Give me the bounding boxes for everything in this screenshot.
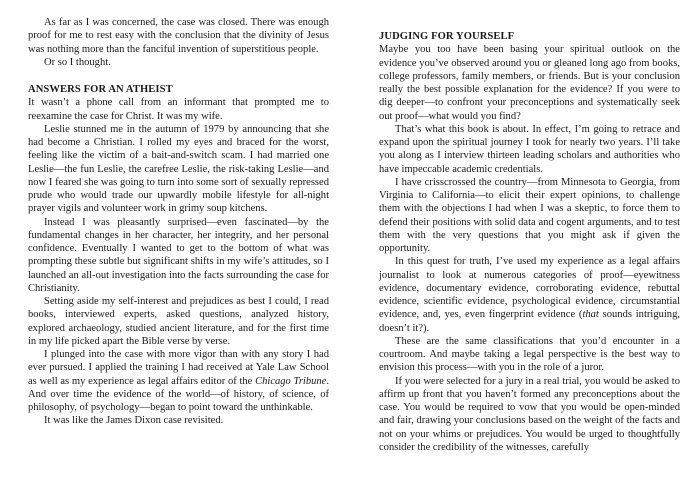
section-heading-answers-for-an-atheist: ANSWERS FOR AN ATHEIST <box>28 84 173 95</box>
section-heading-judging-for-yourself: JUDGING FOR YOURSELF <box>379 31 515 42</box>
body-paragraph: Instead I was pleasantly surprised—even fascinated—by the fundamental changes in her character, her integrity, and her personal confidence. Eventually I wanted to get to the bottom of what was prompting these subtle but significant shifts in my wife’s attitudes, so I launched an all-out investigation into the facts surrounding the case for Christianity. <box>28 216 329 294</box>
body-paragraph: Maybe you too have been basing your spiritual outlook on the evidence you’ve observed around you or gleaned long ago from books, college professors, family members, or friends. But is your conclusion really the best possible explanation for the evidence? If you were to dig deeper—to confront your preconceptions and systematically seek out proof—what would you find? <box>379 44 680 122</box>
text-run: I plunged into the case with more vigor than with any story I had ever pursued. I applied the training I had received at Yale Law School as well as my experience as legal affairs editor of the <box>28 349 329 387</box>
italic-publication-title: Chicago Tribune <box>255 375 327 387</box>
body-paragraph: I have crisscrossed the country—from Minnesota to Georgia, from Virginia to California—to elicit their expert opinions, to challenge them with the objections I had when I was a skeptic, to force them to defend their positions with solid data and cogent arguments, and to test them with the very questions that you might ask if given the opportunity. <box>379 176 680 254</box>
body-paragraph: Leslie stunned me in the autumn of 1979 by announcing that she had become a Christian. I rolled my eyes and braced for the worst, feeling like the victim of a bait-and-switch scam. I had married one Leslie—the fun Leslie, the carefree Leslie, the risk-taking Leslie—and now I feared she was going to turn into some sort of sexually repressed prude who would trade our upwardly mobile lifestyle for all-night prayer vigils and volunteer work in grimy soup kitchens. <box>28 123 329 215</box>
intro-paragraph-2: Or so I thought. <box>44 56 111 68</box>
italic-word: that <box>582 309 599 321</box>
right-page <box>379 30 680 454</box>
intro-paragraph: As far as I was concerned, the case was closed. There was enough proof for me to rest easy with the conclusion that the divinity of Jesus was nothing more than the fanciful invention of superstitious people. <box>28 17 329 55</box>
text-run: . And over time the evidence of the world—of history, of science, of philosophy, of psychology—began to point toward the unthinkable. <box>28 375 329 413</box>
body-paragraph: It wasn’t a phone call from an informant that prompted me to reexamine the case for Christ. It was my wife. <box>28 97 329 122</box>
text-run: In this quest for truth, I’ve used my experience as a legal affairs journalist to look at numerous categories of proof—eyewitness evidence, documentary evidence, corroborating evidence, rebuttal evidence, scientific evidence, psychological evidence, circumstantial evidence, and, yes, even fingerprint evidence ( <box>379 256 680 321</box>
body-paragraph <box>28 348 329 414</box>
body-paragraph <box>379 255 680 335</box>
text-run: sounds intriguing, doesn’t it?). <box>379 309 680 334</box>
body-paragraph: If you were selected for a jury in a real trial, you would be asked to affirm up front that you haven’t formed any preconceptions about the case. You would be required to vow that you would be open-minded and fair, drawing your conclusions based on the weight of the facts and not on your whims or prejudices. You would be urged to thoughtfully consider the credibility of the witnesses, carefully <box>379 375 680 453</box>
left-page <box>28 16 329 428</box>
body-paragraph: That’s what this book is about. In effect, I’m going to retrace and expand upon the spiritual journey I took for nearly two years. I’ll take you along as I interview thirteen leading scholars and authorities who have impeccable academic credentials. <box>379 123 680 175</box>
body-paragraph: It was like the James Dixon case revisited. <box>44 415 224 427</box>
body-paragraph: These are the same classifications that you’d encounter in a courtroom. And maybe taking a legal perspective is the best way to envision this process—with you in the role of a juror. <box>379 335 680 374</box>
body-paragraph: Setting aside my self-interest and prejudices as best I could, I read books, interviewed experts, asked questions, analyzed history, explored archaeology, studied ancient literature, and for the first time in my life picked apart the Bible verse by verse. <box>28 296 329 347</box>
